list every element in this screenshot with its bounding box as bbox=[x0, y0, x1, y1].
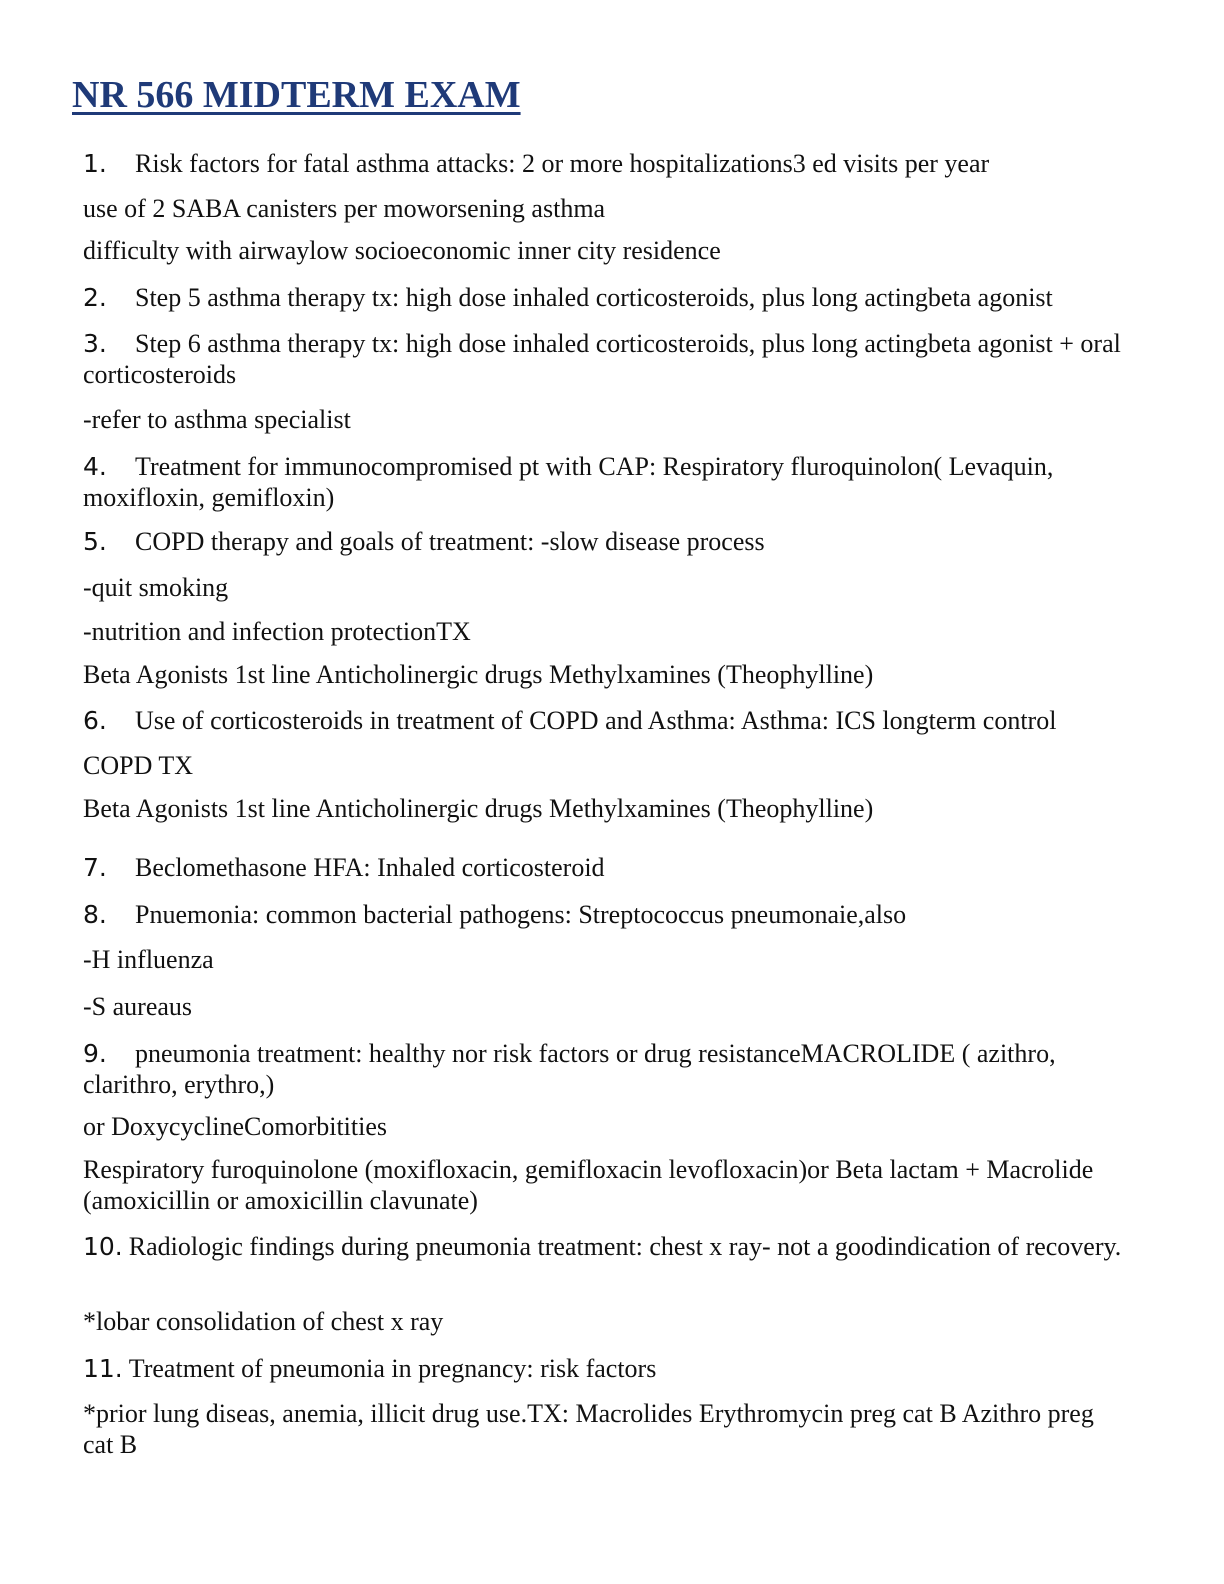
question-7 bbox=[83, 852, 1124, 883]
question-8 bbox=[83, 899, 1124, 930]
note-line: -nutrition and infection protectionTX bbox=[83, 617, 471, 646]
item-text: COPD therapy and goals of treatment: -slow disease process bbox=[135, 527, 765, 556]
note-line: *lobar consolidation of chest x ray bbox=[83, 1307, 444, 1336]
note-line: -S aureaus bbox=[83, 992, 193, 1021]
item-text: Step 5 asthma therapy tx: high dose inhaled corticosteroids, plus long actingbeta agonist bbox=[135, 283, 1053, 312]
note-line: -quit smoking bbox=[83, 573, 229, 602]
item-text: Use of corticosteroids in treatment of COPD and Asthma: Asthma: ICS longterm control bbox=[135, 706, 1057, 735]
page-title: NR 566 MIDTERM EXAM bbox=[72, 74, 521, 116]
item-number: 6. bbox=[83, 706, 107, 735]
item-text: Radiologic findings during pneumonia treatment: chest x ray- not a goodindication of recovery. bbox=[128, 1232, 1122, 1261]
note-line: Beta Agonists 1st line Anticholinergic drugs Methylxamines (Theophylline) bbox=[83, 660, 874, 689]
note-line: COPD TX bbox=[83, 751, 194, 780]
note-line: -H influenza bbox=[83, 945, 214, 974]
item-number: 8. bbox=[83, 900, 107, 929]
item-number: 10. bbox=[83, 1232, 123, 1261]
item-text: Treatment of pneumonia in pregnancy: risk factors bbox=[128, 1354, 657, 1383]
item-text: Risk factors for fatal asthma attacks: 2 or more hospitalizations3 ed visits per year bbox=[135, 149, 990, 178]
note-line: Beta Agonists 1st line Anticholinergic drugs Methylxamines (Theophylline) bbox=[83, 794, 874, 823]
note-line: use of 2 SABA canisters per moworsening asthma bbox=[83, 194, 606, 223]
question-10 bbox=[83, 1231, 1124, 1262]
item-number: 1. bbox=[83, 149, 107, 178]
item-number: 2. bbox=[83, 283, 107, 312]
question-2 bbox=[83, 282, 1124, 313]
item-number: 4. bbox=[83, 452, 107, 481]
note-line: *prior lung diseas, anemia, illicit drug use.TX: Macrolides Erythromycin preg cat B Azithro preg cat B bbox=[83, 1399, 1094, 1459]
item-text: pneumonia treatment: healthy nor risk factors or drug resistanceMACROLIDE ( azithro, clarithro, erythro,) bbox=[83, 1039, 1056, 1099]
question-4 bbox=[83, 451, 1124, 513]
question-11 bbox=[83, 1353, 1124, 1384]
note-line: Respiratory furoquinolone (moxifloxacin, gemifloxacin levofloxacin)or Beta lactam + Macrolide (amoxicillin or amoxicillin clavunate) bbox=[83, 1155, 1094, 1215]
item-number: 5. bbox=[83, 527, 107, 556]
item-text: Beclomethasone HFA: Inhaled corticosteroid bbox=[135, 853, 605, 882]
question-5 bbox=[83, 526, 1124, 557]
item-number: 11. bbox=[83, 1354, 123, 1383]
note-line: difficulty with airwaylow socioeconomic inner city residence bbox=[83, 236, 721, 265]
question-6 bbox=[83, 705, 1124, 736]
item-text: Treatment for immunocompromised pt with CAP: Respiratory fluroquinolon( Levaquin, moxifloxin, gemifloxin) bbox=[83, 452, 1054, 512]
note-line: or DoxycyclineComorbitities bbox=[83, 1112, 388, 1141]
item-number: 9. bbox=[83, 1039, 107, 1068]
item-text: Pnuemonia: common bacterial pathogens: Streptococcus pneumonaie,also bbox=[135, 900, 907, 929]
item-text: Step 6 asthma therapy tx: high dose inhaled corticosteroids, plus long actingbeta agonist + oral corticosteroids bbox=[83, 329, 1121, 389]
item-number: 3. bbox=[83, 329, 107, 358]
item-number: 7. bbox=[83, 853, 107, 882]
question-9 bbox=[83, 1038, 1124, 1100]
note-line: -refer to asthma specialist bbox=[83, 405, 351, 434]
question-1 bbox=[83, 148, 1124, 179]
question-3 bbox=[83, 328, 1124, 390]
